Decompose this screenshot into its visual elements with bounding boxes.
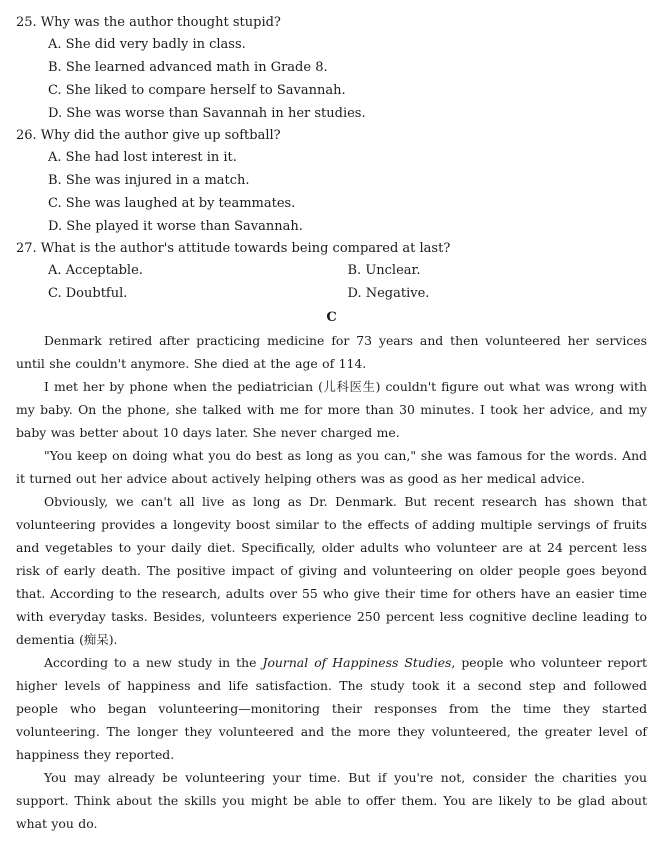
- journal-title: Journal of Happiness Studies: [262, 655, 452, 670]
- question-stem: 25. Why was the author thought stupid?: [16, 15, 281, 30]
- question-27: [16, 238, 647, 305]
- question-stem: 27. What is the author's attitude towards being compared at last?: [16, 241, 451, 256]
- option-b: B. She learned advanced math in Grade 8.: [48, 60, 328, 75]
- option-c: C. She liked to compare herself to Savannah.: [48, 83, 346, 98]
- option-c: C. She was laughed at by teammates.: [48, 196, 296, 211]
- paragraph: I met her by phone when the pediatrician (儿科医生) couldn't figure out what was wrong with my baby. On the phone, she talked with me for more than 30 minutes. I took her advice, and my baby was better about 10 days later. She never charged me.: [16, 379, 647, 440]
- passage-c: [16, 329, 647, 835]
- question-26: [16, 125, 647, 238]
- question-25: [16, 12, 647, 125]
- option-d: D. Negative.: [347, 286, 430, 301]
- option-b: B. Unclear.: [347, 263, 421, 278]
- paragraph-text: , people who volunteer report higher levels of happiness and life satisfaction. The study took it a second step and followed people who began volunteering—monitoring their responses from the time they started volunteering. The longer they volunteered and the more they volunteered, the greater level of happiness they reported.: [16, 655, 647, 762]
- option-b: B. She was injured in a match.: [48, 173, 250, 188]
- section-heading: C: [326, 310, 337, 325]
- option-row: [48, 259, 647, 282]
- paragraph-text: According to a new study in the: [44, 655, 263, 670]
- question-stem: 26. Why did the author give up softball?: [16, 128, 281, 143]
- paragraph: You may already be volunteering your time. But if you're not, consider the charities you support. Think about the skills you might be able to offer them. You are likely to be glad about what you do.: [16, 770, 647, 831]
- option-c: C. Doubtful.: [48, 286, 128, 301]
- paragraph: "You keep on doing what you do best as long as you can," she was famous for the words. And it turned out her advice about actively helping others was as good as her medical advice.: [16, 448, 647, 486]
- paragraph: Denmark retired after practicing medicine for 73 years and then volunteered her services until she couldn't anymore. She died at the age of 114.: [16, 333, 647, 371]
- option-a: A. She did very badly in class.: [48, 37, 246, 52]
- option-a: A. She had lost interest in it.: [48, 150, 237, 165]
- paragraph: [16, 651, 647, 766]
- option-d: D. She played it worse than Savannah.: [48, 219, 303, 234]
- option-a: A. Acceptable.: [48, 263, 143, 278]
- option-d: D. She was worse than Savannah in her studies.: [48, 106, 366, 121]
- paragraph: Obviously, we can't all live as long as Dr. Denmark. But recent research has shown that volunteering provides a longevity boost similar to the effects of adding multiple servings of fruits and vegetables to your daily diet. Specifically, older adults who volunteer are at 24 percent less risk of early death. The positive impact of giving and volunteering on older people goes beyond that. According to the research, adults over 55 who give their time for others have an easier time with everyday tasks. Besides, volunteers experience 250 percent less cognitive decline leading to dementia (痴呆).: [16, 494, 647, 647]
- option-row: [48, 282, 647, 305]
